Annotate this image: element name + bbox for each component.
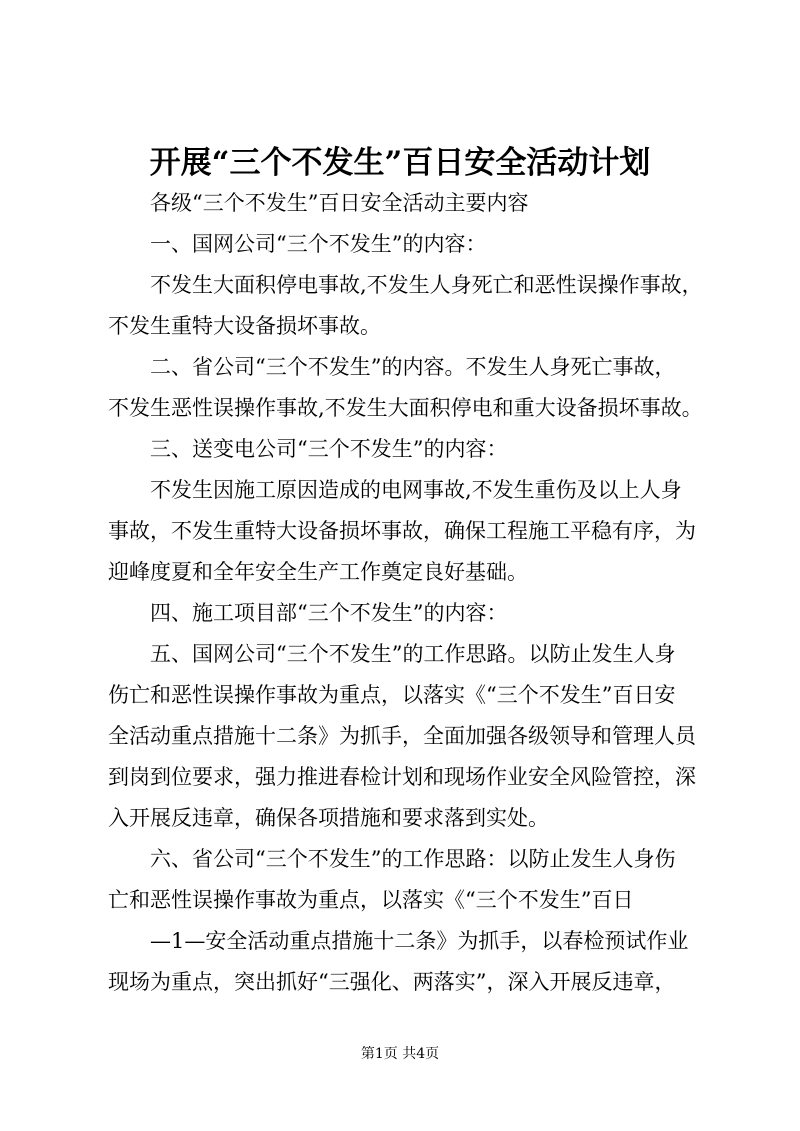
document-title: 开展“三个不发生”百日安全活动计划 <box>149 145 651 181</box>
paragraph-line: 四、施工项目部“三个不发生”的内容： <box>150 601 508 625</box>
paragraph-line: 全活动重点措施十二条》为抓手，全面加强各级领导和管理人员 <box>108 724 696 748</box>
paragraph-line: 五、国网公司“三个不发生”的工作思路。以防止发生人身 <box>150 642 676 666</box>
paragraph-line: 各级“三个不发生”百日安全活动主要内容 <box>150 191 529 215</box>
paragraph-line: 迎峰度夏和全年安全生产工作奠定良好基础。 <box>108 560 528 584</box>
paragraph-line: 二、省公司“三个不发生”的内容。不发生人身死亡事故， <box>150 355 676 379</box>
paragraph-line: 不发生恶性误操作事故,不发生大面积停电和重大设备损坏事故。 <box>108 396 703 420</box>
paragraph-line: 六、省公司“三个不发生”的工作思路：以防止发生人身伤 <box>150 847 676 871</box>
paragraph-line: 事故，不发生重特大设备损坏事故，确保工程施工平稳有序，为 <box>108 519 696 543</box>
paragraph-line: 一、国网公司“三个不发生”的内容： <box>150 232 487 256</box>
paragraph-line: 现场为重点，突出抓好“三强化、两落实”，深入开展反违章， <box>108 970 676 994</box>
paragraph-line: 入开展反违章，确保各项措施和要求落到实处。 <box>108 806 549 830</box>
paragraph-line: 伤亡和恶性误操作事故为重点，以落实《“三个不发生”百日安 <box>108 683 676 707</box>
paragraph-line: 不发生大面积停电事故,不发生人身死亡和恶性误操作事故， <box>150 273 703 297</box>
paragraph-line: —1—安全活动重点措施十二条》为抓手，以春检预试作业 <box>150 929 689 953</box>
paragraph-line: 不发生因施工原因造成的电网事故,不发生重伤及以上人身 <box>150 478 682 502</box>
paragraph-line: 三、送变电公司“三个不发生”的内容： <box>150 437 508 461</box>
paragraph-line: 亡和恶性误操作事故为重点，以落实《“三个不发生”百日 <box>108 888 634 912</box>
paragraph-line: 不发生重特大设备损坏事故。 <box>108 314 381 338</box>
paragraph-line: 到岗到位要求，强力推进春检计划和现场作业安全风险管控，深 <box>108 765 696 789</box>
page-number: 第1页 共4页 <box>360 1046 440 1062</box>
